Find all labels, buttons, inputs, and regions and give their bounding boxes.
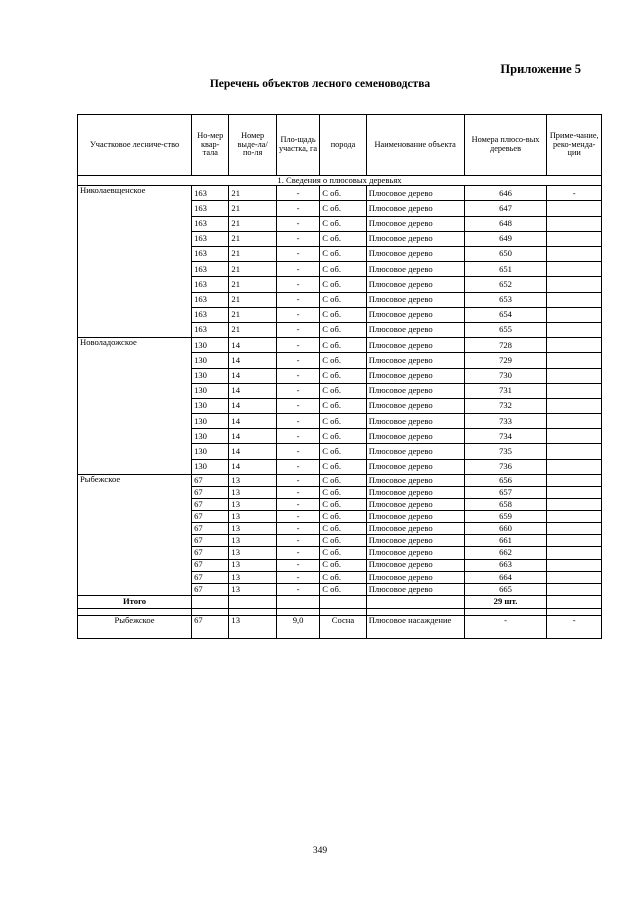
column-header: Номера плюсо-вых деревьев [464,115,547,176]
note-cell [547,571,602,583]
area-cell: - [276,559,319,571]
object-name-cell: Плюсовое дерево [366,583,464,595]
tree-number-cell: 649 [464,231,547,246]
species-cell: С об. [320,547,366,559]
species-cell: С об. [320,186,366,201]
plot-cell: 13 [229,559,276,571]
column-header: Номер выде-ла/ по-ля [229,115,276,176]
note-cell [547,444,602,459]
quarter-cell: 163 [192,277,229,292]
object-name-cell: Плюсовое дерево [366,201,464,216]
area-cell: - [276,277,319,292]
object-name-cell: Плюсовое дерево [366,429,464,444]
plot-cell: 21 [229,307,276,322]
column-header: Пло-щадь участка, га [276,115,319,176]
quarter-cell: 163 [192,201,229,216]
plot-cell: 13 [229,511,276,523]
plot-cell: 13 [229,486,276,498]
object-name-cell: Плюсовое дерево [366,231,464,246]
forestry-name: Рыбежское [78,615,192,638]
spacer-row [78,608,602,615]
note-cell [547,523,602,535]
plot-cell: 14 [229,368,276,383]
object-name-cell: Плюсовое дерево [366,511,464,523]
area-cell: - [276,459,319,474]
species-cell: С об. [320,201,366,216]
note-cell [547,559,602,571]
quarter-cell: 67 [192,615,229,638]
page-number: 349 [312,846,328,856]
plot-cell: 21 [229,262,276,277]
plot-cell: 13 [229,547,276,559]
quarter-cell: 67 [192,547,229,559]
table-header-row [78,115,602,176]
object-name-cell: Плюсовое дерево [366,499,464,511]
section-title-row [78,176,602,186]
area-cell: - [276,383,319,398]
area-cell: - [276,322,319,337]
tree-number-cell: 662 [464,547,547,559]
object-name-cell: Плюсовое дерево [366,277,464,292]
object-name-cell: Плюсовое дерево [366,186,464,201]
table-body [78,176,602,639]
area-cell: - [276,216,319,231]
object-name-cell: Плюсовое дерево [366,486,464,498]
object-name-cell: Плюсовое дерево [366,368,464,383]
area-cell: 9,0 [276,615,319,638]
total-label: Итого [78,595,192,608]
species-cell: С об. [320,571,366,583]
plot-cell: 13 [229,571,276,583]
plot-cell: 14 [229,398,276,413]
tree-number-cell: 729 [464,353,547,368]
quarter-cell: 67 [192,486,229,498]
note-cell [547,499,602,511]
plot-cell: 14 [229,353,276,368]
note-cell [547,429,602,444]
area-cell: - [276,583,319,595]
area-cell: - [276,429,319,444]
note-cell [547,459,602,474]
quarter-cell: 163 [192,307,229,322]
plot-cell: 13 [229,583,276,595]
tree-number-cell: 664 [464,571,547,583]
area-cell: - [276,398,319,413]
species-cell: С об. [320,414,366,429]
tree-number-cell: 731 [464,383,547,398]
column-header: порода [320,115,366,176]
column-header: Наименование объекта [366,115,464,176]
tree-number-cell: 656 [464,474,547,486]
plot-cell: 14 [229,459,276,474]
note-cell [547,277,602,292]
total-count: 29 шт. [464,595,547,608]
quarter-cell: 67 [192,571,229,583]
object-name-cell: Плюсовое дерево [366,383,464,398]
quarter-cell: 67 [192,474,229,486]
species-cell: Сосна [320,615,366,638]
quarter-cell: 67 [192,523,229,535]
table-row [78,186,602,201]
object-name-cell: Плюсовое дерево [366,535,464,547]
tree-number-cell: 654 [464,307,547,322]
area-cell: - [276,231,319,246]
object-name-cell: Плюсовое дерево [366,322,464,337]
quarter-cell: 130 [192,383,229,398]
quarter-cell: 163 [192,186,229,201]
quarter-cell: 163 [192,322,229,337]
note-cell [547,231,602,246]
area-cell: - [276,338,319,353]
note-cell [547,414,602,429]
note-cell [547,486,602,498]
tree-number-cell: 646 [464,186,547,201]
forestry-name: Николаевщенское [78,186,192,338]
tree-number-cell: 648 [464,216,547,231]
object-name-cell: Плюсовое дерево [366,398,464,413]
quarter-cell: 67 [192,535,229,547]
quarter-cell: 67 [192,511,229,523]
species-cell: С об. [320,216,366,231]
object-name-cell: Плюсовое дерево [366,547,464,559]
plot-cell: 21 [229,322,276,337]
quarter-cell: 130 [192,368,229,383]
plot-cell: 21 [229,247,276,262]
species-cell: С об. [320,511,366,523]
document-title: Перечень объектов лесного семеноводства [209,78,431,90]
area-cell: - [276,444,319,459]
column-header: Участковое лесниче-ство [78,115,192,176]
quarter-cell: 130 [192,338,229,353]
area-cell: - [276,368,319,383]
area-cell: - [276,307,319,322]
species-cell: С об. [320,499,366,511]
species-cell: С об. [320,583,366,595]
note-cell [547,292,602,307]
tree-number-cell: 651 [464,262,547,277]
plot-cell: 13 [229,523,276,535]
note-cell [547,535,602,547]
object-name-cell: Плюсовое дерево [366,338,464,353]
seed-objects-table [77,114,602,639]
note-cell [547,383,602,398]
plot-cell: 13 [229,499,276,511]
tree-number-cell: 733 [464,414,547,429]
species-cell: С об. [320,486,366,498]
object-name-cell: Плюсовое дерево [366,247,464,262]
area-cell: - [276,547,319,559]
tree-number-cell: 652 [464,277,547,292]
species-cell: С об. [320,535,366,547]
tree-number-cell: 660 [464,523,547,535]
column-header: Но-мер квар-тала [192,115,229,176]
quarter-cell: 67 [192,583,229,595]
area-cell: - [276,571,319,583]
object-name-cell: Плюсовое дерево [366,474,464,486]
quarter-cell: 163 [192,292,229,307]
object-name-cell: Плюсовое дерево [366,353,464,368]
tree-number-cell: 650 [464,247,547,262]
area-cell: - [276,474,319,486]
area-cell: - [276,247,319,262]
note-cell [547,583,602,595]
area-cell: - [276,499,319,511]
species-cell: С об. [320,429,366,444]
tree-number-cell: 665 [464,583,547,595]
object-name-cell: Плюсовое насаждение [366,615,464,638]
area-cell: - [276,535,319,547]
plot-cell: 14 [229,338,276,353]
plot-cell: 13 [229,474,276,486]
species-cell: С об. [320,444,366,459]
note-cell [547,511,602,523]
table-row [78,474,602,486]
object-name-cell: Плюсовое дерево [366,571,464,583]
quarter-cell: 67 [192,559,229,571]
plot-cell: 21 [229,292,276,307]
species-cell: С об. [320,523,366,535]
plot-cell: 14 [229,429,276,444]
note-cell [547,322,602,337]
note-cell [547,474,602,486]
plot-cell: 21 [229,186,276,201]
note-cell [547,353,602,368]
object-name-cell: Плюсовое дерево [366,292,464,307]
species-cell: С об. [320,247,366,262]
quarter-cell: 163 [192,231,229,246]
tree-number-cell: - [464,615,547,638]
note-cell [547,247,602,262]
species-cell: С об. [320,383,366,398]
note-cell [547,201,602,216]
quarter-cell: 163 [192,262,229,277]
species-cell: С об. [320,322,366,337]
forestry-name: Новоладожское [78,338,192,475]
tree-number-cell: 736 [464,459,547,474]
note-cell [547,216,602,231]
tree-number-cell: 658 [464,499,547,511]
plot-cell: 13 [229,535,276,547]
table-row [78,338,602,353]
species-cell: С об. [320,559,366,571]
area-cell: - [276,201,319,216]
object-name-cell: Плюсовое дерево [366,414,464,429]
species-cell: С об. [320,338,366,353]
plot-cell: 14 [229,383,276,398]
area-cell: - [276,511,319,523]
tree-number-cell: 730 [464,368,547,383]
tree-number-cell: 734 [464,429,547,444]
plot-cell: 14 [229,444,276,459]
note-cell [547,368,602,383]
area-cell: - [276,292,319,307]
object-name-cell: Плюсовое дерево [366,459,464,474]
object-name-cell: Плюсовое дерево [366,523,464,535]
note-cell: - [547,186,602,201]
tree-number-cell: 655 [464,322,547,337]
tree-number-cell: 657 [464,486,547,498]
plot-cell: 21 [229,277,276,292]
tree-number-cell: 735 [464,444,547,459]
species-cell: С об. [320,474,366,486]
species-cell: С об. [320,277,366,292]
tree-number-cell: 728 [464,338,547,353]
object-name-cell: Плюсовое дерево [366,216,464,231]
tree-number-cell: 659 [464,511,547,523]
plot-cell: 21 [229,201,276,216]
tree-number-cell: 732 [464,398,547,413]
object-name-cell: Плюсовое дерево [366,307,464,322]
total-row [78,595,602,608]
note-cell [547,398,602,413]
plot-cell: 21 [229,231,276,246]
note-cell [547,262,602,277]
object-name-cell: Плюсовое дерево [366,444,464,459]
tree-number-cell: 653 [464,292,547,307]
species-cell: С об. [320,398,366,413]
area-cell: - [276,414,319,429]
species-cell: С об. [320,459,366,474]
note-cell: - [547,615,602,638]
quarter-cell: 130 [192,444,229,459]
area-cell: - [276,262,319,277]
quarter-cell: 130 [192,353,229,368]
quarter-cell: 130 [192,429,229,444]
appendix-label: Приложение 5 [500,62,581,76]
quarter-cell: 130 [192,414,229,429]
species-cell: С об. [320,368,366,383]
quarter-cell: 130 [192,398,229,413]
object-name-cell: Плюсовое дерево [366,262,464,277]
species-cell: С об. [320,231,366,246]
species-cell: С об. [320,307,366,322]
area-cell: - [276,486,319,498]
tree-number-cell: 647 [464,201,547,216]
species-cell: С об. [320,353,366,368]
table-row [78,615,602,638]
tree-number-cell: 663 [464,559,547,571]
species-cell: С об. [320,292,366,307]
section-title: 1. Сведения о плюсовых деревьях [78,176,602,186]
note-cell [547,547,602,559]
area-cell: - [276,353,319,368]
forestry-name: Рыбежское [78,474,192,595]
plot-cell: 13 [229,615,276,638]
plot-cell: 14 [229,414,276,429]
object-name-cell: Плюсовое дерево [366,559,464,571]
area-cell: - [276,523,319,535]
area-cell: - [276,186,319,201]
species-cell: С об. [320,262,366,277]
tree-number-cell: 661 [464,535,547,547]
note-cell [547,338,602,353]
note-cell [547,307,602,322]
quarter-cell: 67 [192,499,229,511]
quarter-cell: 163 [192,247,229,262]
plot-cell: 21 [229,216,276,231]
column-header: Приме-чание, реко-менда-ции [547,115,602,176]
quarter-cell: 130 [192,459,229,474]
quarter-cell: 163 [192,216,229,231]
